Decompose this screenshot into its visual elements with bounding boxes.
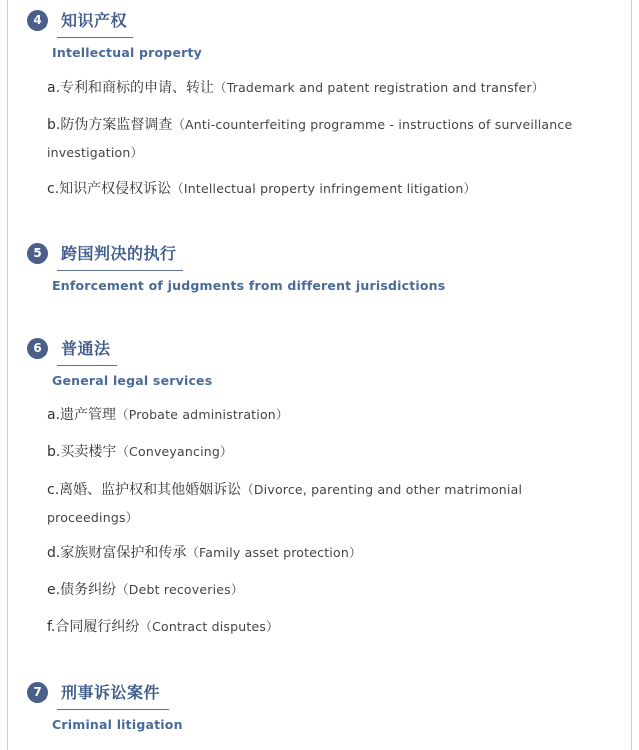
section-number-badge: 4: [27, 10, 48, 31]
item-english: （Intellectual property infringement litigation）: [171, 181, 477, 196]
item-chinese: e.债务纠纷: [47, 582, 117, 598]
item-chinese: b.防伪方案监督调查: [47, 117, 173, 133]
left-border: [7, 0, 8, 750]
section-subtitle: Criminal litigation: [52, 717, 183, 732]
list-item: [47, 438, 607, 466]
section-subtitle: General legal services: [52, 373, 213, 388]
item-chinese: c.离婚、监护权和其他婚姻诉讼: [47, 482, 242, 498]
title-underline: [57, 365, 117, 366]
item-english: （Conveyancing）: [116, 444, 233, 459]
item-english: （Contract disputes）: [139, 619, 279, 634]
item-english: （Probate administration）: [116, 407, 289, 422]
item-english: （Trademark and patent registration and transfer）: [214, 80, 545, 95]
section-subtitle: Enforcement of judgments from different jurisdictions: [52, 278, 446, 293]
section-title: 知识产权: [61, 11, 128, 30]
list-item: [47, 74, 607, 102]
section-title: 跨国判决的执行: [61, 244, 177, 263]
item-english: （Debt recoveries）: [116, 582, 244, 597]
item-chinese: c.知识产权侵权诉讼: [47, 181, 172, 197]
title-underline: [57, 37, 133, 38]
section-title: 普通法: [61, 339, 111, 358]
section-number-badge: 5: [27, 243, 48, 264]
list-item: [47, 111, 607, 167]
item-chinese: a.遗产管理: [47, 407, 117, 423]
section-title: 刑事诉讼案件: [61, 683, 161, 702]
section-number-badge: 7: [27, 682, 48, 703]
section-subtitle: Intellectual property: [52, 45, 203, 60]
list-item: [47, 476, 607, 532]
right-border: [631, 0, 632, 750]
item-chinese: b.买卖楼宇: [47, 444, 117, 460]
list-item: [47, 175, 607, 203]
item-english: （Divorce, parenting and other matrimonial proceedings）: [47, 482, 523, 525]
item-chinese: a.专利和商标的申请、转让: [47, 80, 215, 96]
title-underline: [57, 709, 169, 710]
title-underline: [57, 270, 183, 271]
list-item: [47, 576, 607, 604]
list-item: [47, 539, 607, 567]
item-chinese: d.家族财富保护和传承: [47, 545, 187, 561]
item-chinese: f.合同履行纠纷: [47, 619, 140, 635]
list-item: [47, 401, 607, 429]
section-number-badge: 6: [27, 338, 48, 359]
item-english: （Family asset protection）: [186, 545, 362, 560]
item-english: （Anti-counterfeiting programme - instructions of surveillance investigation）: [47, 117, 573, 160]
list-item: [47, 613, 607, 641]
